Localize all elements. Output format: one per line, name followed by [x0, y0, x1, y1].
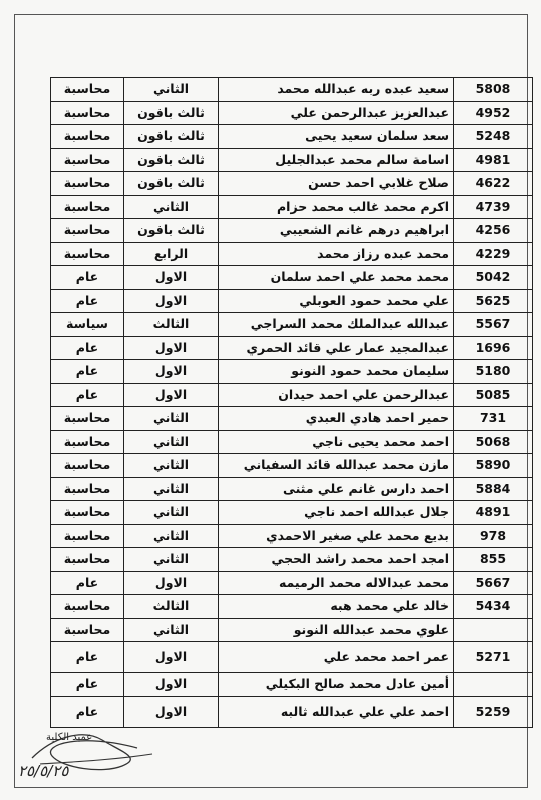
student-name-cell: اكرم محمد غالب محمد حزام: [219, 195, 454, 219]
student-id-cell: 855: [454, 548, 533, 572]
table-row: [51, 289, 533, 313]
level-cell: الثاني: [124, 477, 219, 501]
student-id-cell: 4891: [454, 501, 533, 525]
level-cell: الثالث: [124, 313, 219, 337]
student-id-cell: 4981: [454, 148, 533, 172]
student-id-cell: 5884: [454, 477, 533, 501]
table-row: [51, 383, 533, 407]
department-cell: محاسبة: [51, 219, 124, 243]
table-row: [51, 430, 533, 454]
level-cell: الثاني: [124, 524, 219, 548]
student-id-cell: 5890: [454, 454, 533, 478]
student-id-cell: 5042: [454, 266, 533, 290]
level-cell: الاول: [124, 673, 219, 697]
level-cell: الاول: [124, 642, 219, 673]
student-name-cell: ابراهيم درهم غانم الشعيبي: [219, 219, 454, 243]
department-cell: محاسبة: [51, 548, 124, 572]
table-row: [51, 501, 533, 525]
student-name-cell: جلال عبدالله احمد ناجي: [219, 501, 454, 525]
student-name-cell: صلاح غلابي احمد حسن: [219, 172, 454, 196]
student-name-cell: خالد علي محمد هبه: [219, 595, 454, 619]
student-name-cell: عبدالله عبدالملك محمد السراجي: [219, 313, 454, 337]
department-cell: محاسبة: [51, 195, 124, 219]
student-name-cell: عمر احمد محمد علي: [219, 642, 454, 673]
student-name-cell: امجد احمد محمد راشد الحجي: [219, 548, 454, 572]
table-row: [51, 101, 533, 125]
department-cell: محاسبة: [51, 148, 124, 172]
student-id-cell: 5625: [454, 289, 533, 313]
department-cell: محاسبة: [51, 78, 124, 102]
level-cell: الاول: [124, 360, 219, 384]
student-id-cell: 5259: [454, 696, 533, 727]
level-cell: الثاني: [124, 78, 219, 102]
student-name-cell: عبدالمجيد عمار علي قائد الحمري: [219, 336, 454, 360]
student-id-cell: 5434: [454, 595, 533, 619]
table-row: [51, 172, 533, 196]
student-id-cell: 5667: [454, 571, 533, 595]
department-cell: محاسبة: [51, 595, 124, 619]
student-name-cell: محمد عبدالاله محمد الرميمه: [219, 571, 454, 595]
table-row: [51, 407, 533, 431]
student-id-cell: 5068: [454, 430, 533, 454]
department-cell: عام: [51, 266, 124, 290]
student-id-cell: 4256: [454, 219, 533, 243]
level-cell: ثالث باقون: [124, 148, 219, 172]
department-cell: عام: [51, 642, 124, 673]
level-cell: الثاني: [124, 501, 219, 525]
table-row: [51, 360, 533, 384]
table-row: [51, 477, 533, 501]
department-cell: محاسبة: [51, 242, 124, 266]
student-id-cell: 4952: [454, 101, 533, 125]
student-roster-table: [50, 77, 533, 728]
table-row: [51, 336, 533, 360]
level-cell: الاول: [124, 289, 219, 313]
department-cell: محاسبة: [51, 430, 124, 454]
table-row: [51, 266, 533, 290]
student-id-cell: 1696: [454, 336, 533, 360]
roster-body: [51, 78, 533, 728]
student-name-cell: اسامة سالم محمد عبدالجليل: [219, 148, 454, 172]
level-cell: الاول: [124, 696, 219, 727]
level-cell: الاول: [124, 571, 219, 595]
student-name-cell: عبدالرحمن علي احمد حيدان: [219, 383, 454, 407]
student-id-cell: 978: [454, 524, 533, 548]
level-cell: ثالث باقون: [124, 101, 219, 125]
level-cell: الرابع: [124, 242, 219, 266]
student-name-cell: بديع محمد علي صغير الاحمدي: [219, 524, 454, 548]
table-row: [51, 219, 533, 243]
student-name-cell: احمد علي علي عبدالله ثالبه: [219, 696, 454, 727]
student-id-cell: [454, 673, 533, 697]
table-row: [51, 673, 533, 697]
student-name-cell: سعد سلمان سعيد يحيى: [219, 125, 454, 149]
student-name-cell: علوي محمد عبدالله النونو: [219, 618, 454, 642]
student-id-cell: 5085: [454, 383, 533, 407]
student-name-cell: سعيد عبده ربه عبدالله محمد: [219, 78, 454, 102]
table-row: [51, 78, 533, 102]
level-cell: الثاني: [124, 407, 219, 431]
department-cell: محاسبة: [51, 477, 124, 501]
level-cell: الثاني: [124, 430, 219, 454]
department-cell: محاسبة: [51, 501, 124, 525]
level-cell: ثالث باقون: [124, 125, 219, 149]
student-id-cell: 5808: [454, 78, 533, 102]
signature-date: ٢٥/٥/٢٥: [18, 762, 69, 780]
student-id-cell: 4229: [454, 242, 533, 266]
level-cell: الاول: [124, 336, 219, 360]
table-row: [51, 148, 533, 172]
department-cell: سياسة: [51, 313, 124, 337]
student-name-cell: علي محمد حمود العوبلي: [219, 289, 454, 313]
student-name-cell: أمين عادل محمد صالح البكيلي: [219, 673, 454, 697]
level-cell: الثاني: [124, 548, 219, 572]
student-name-cell: محمد عبده رزاز محمد: [219, 242, 454, 266]
student-id-cell: 4739: [454, 195, 533, 219]
table-row: [51, 524, 533, 548]
department-cell: عام: [51, 383, 124, 407]
student-id-cell: 5248: [454, 125, 533, 149]
level-cell: الثاني: [124, 195, 219, 219]
student-id-cell: [454, 618, 533, 642]
student-id-cell: 4622: [454, 172, 533, 196]
department-cell: محاسبة: [51, 125, 124, 149]
level-cell: الثالث: [124, 595, 219, 619]
student-name-cell: سليمان محمد حمود النونو: [219, 360, 454, 384]
department-cell: محاسبة: [51, 618, 124, 642]
table-row: [51, 548, 533, 572]
level-cell: الاول: [124, 383, 219, 407]
student-id-cell: 5180: [454, 360, 533, 384]
table-row: [51, 125, 533, 149]
department-cell: محاسبة: [51, 101, 124, 125]
table-row: [51, 618, 533, 642]
student-name-cell: احمد دارس غانم علي مثنى: [219, 477, 454, 501]
table-row: [51, 571, 533, 595]
department-cell: عام: [51, 360, 124, 384]
student-name-cell: حمير احمد هادي العبدي: [219, 407, 454, 431]
table-row: [51, 595, 533, 619]
table-row: [51, 454, 533, 478]
student-id-cell: 5567: [454, 313, 533, 337]
department-cell: محاسبة: [51, 524, 124, 548]
department-cell: عام: [51, 673, 124, 697]
department-cell: عام: [51, 289, 124, 313]
student-name-cell: مازن محمد عبدالله قائد السفياني: [219, 454, 454, 478]
table-row: [51, 642, 533, 673]
table-row: [51, 242, 533, 266]
department-cell: عام: [51, 696, 124, 727]
level-cell: ثالث باقون: [124, 219, 219, 243]
level-cell: الاول: [124, 266, 219, 290]
level-cell: ثالث باقون: [124, 172, 219, 196]
student-name-cell: احمد محمد يحيى ناجي: [219, 430, 454, 454]
dean-signature-label: عميد الكلية: [46, 732, 93, 743]
table-row: [51, 195, 533, 219]
department-cell: عام: [51, 336, 124, 360]
department-cell: محاسبة: [51, 172, 124, 196]
table-row: [51, 313, 533, 337]
department-cell: محاسبة: [51, 454, 124, 478]
department-cell: محاسبة: [51, 407, 124, 431]
student-id-cell: 731: [454, 407, 533, 431]
student-name-cell: محمد محمد علي احمد سلمان: [219, 266, 454, 290]
student-name-cell: عبدالعزيز عبدالرحمن علي: [219, 101, 454, 125]
student-id-cell: 5271: [454, 642, 533, 673]
level-cell: الثاني: [124, 618, 219, 642]
level-cell: الثاني: [124, 454, 219, 478]
department-cell: عام: [51, 571, 124, 595]
